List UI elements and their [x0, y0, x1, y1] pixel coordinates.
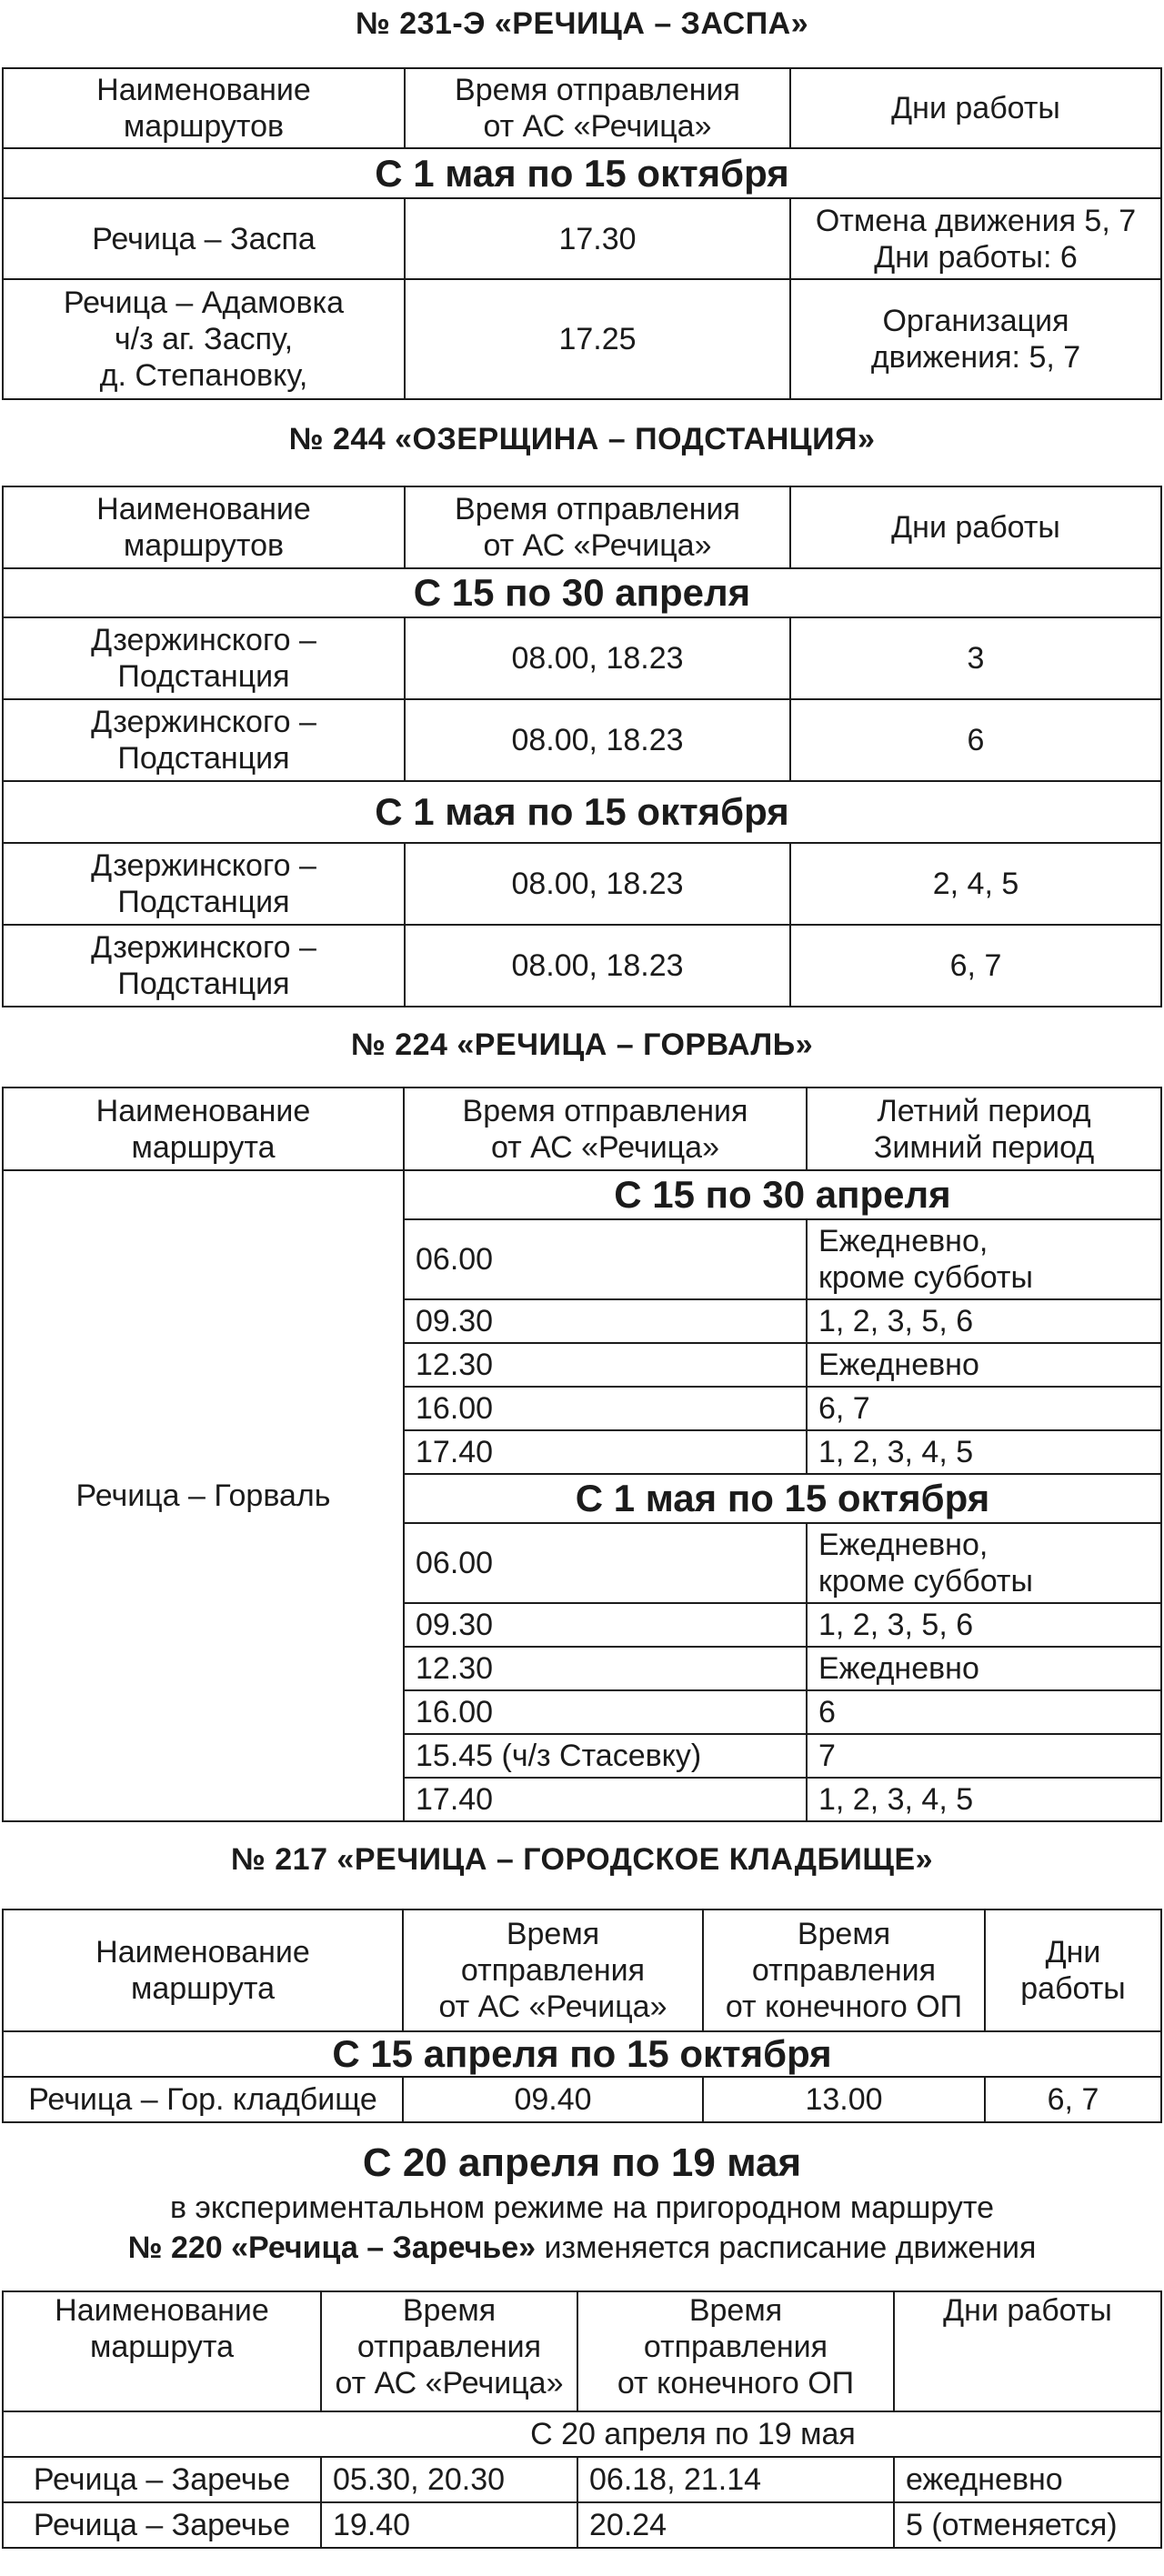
header-days: Дни работы: [790, 68, 1161, 148]
days-of-operation: 6, 7: [807, 1387, 1161, 1430]
departure-time: 08.00, 18.23: [405, 925, 790, 1007]
header-departure-time: Время отправления от АС «Речица»: [405, 68, 790, 148]
table-header-row: [3, 68, 1161, 148]
table-row: [3, 617, 1161, 699]
route-244-table: [2, 486, 1162, 1007]
header-departure-time: Время отправления от АС «Речица»: [404, 1088, 807, 1170]
table-row: [3, 198, 1161, 279]
table-header-row: [3, 486, 1161, 568]
days-of-operation: 1, 2, 3, 5, 6: [807, 1299, 1161, 1343]
route-217-title: № 217 «РЕЧИЦА – ГОРОДСКОЕ КЛАДБИЩЕ»: [230, 1842, 934, 1877]
route-name: Дзержинского – Подстанция: [3, 925, 405, 1007]
days-of-operation: 1, 2, 3, 4, 5: [807, 1778, 1161, 1821]
route-224-title: № 224 «РЕЧИЦА – ГОРВАЛЬ»: [350, 1027, 814, 1062]
days-of-operation: 2, 4, 5: [790, 843, 1161, 925]
header-route-name: Наименование маршрута: [3, 1088, 404, 1170]
table-row: [3, 279, 1161, 399]
period-band: С 1 мая по 15 октября: [3, 781, 1161, 843]
table-header-row: [3, 1909, 1161, 2031]
days-of-operation: 6, 7: [985, 2077, 1161, 2122]
header-season: Летний период Зимний период: [807, 1088, 1161, 1170]
departure-time: 17.40: [404, 1430, 807, 1474]
notice-period: С 20 апреля по 19 мая: [362, 2140, 802, 2185]
notice-tail: изменяется расписание движения: [536, 2230, 1037, 2265]
days-of-operation: Ежедневно, кроме субботы: [807, 1523, 1161, 1603]
table-header-row: [3, 2291, 1161, 2411]
period-band: С 15 по 30 апреля: [3, 568, 1161, 617]
route-name: Речица – Заречье: [3, 2457, 321, 2502]
days-of-operation: Отмена движения 5, 7 Дни работы: 6: [790, 198, 1161, 279]
header-departure-station: Время отправления от АС «Речица»: [321, 2291, 577, 2411]
header-days: Дни работы: [790, 486, 1161, 568]
departure-time: 17.40: [404, 1778, 807, 1821]
table-row: [3, 2457, 1161, 2502]
notice-route: № 220 «Речица – Заречье»: [127, 2230, 537, 2265]
route-name: Речица – Заречье: [3, 2502, 321, 2548]
header-departure-terminal: Время отправления от конечного ОП: [703, 1909, 985, 2031]
departure-time: 16.00: [404, 1690, 807, 1734]
route-name: Дзержинского – Подстанция: [3, 617, 405, 699]
table-row: [3, 2077, 1161, 2122]
days-of-operation: Организация движения: 5, 7: [790, 279, 1161, 399]
departure-time: 08.00, 18.23: [405, 699, 790, 781]
route-224-table: [2, 1087, 1162, 1822]
table-header-row: [3, 1088, 1161, 1170]
table-row: [3, 2502, 1161, 2548]
route-name: Речица – Адамовка ч/з аг. Заспу, д. Степановку,: [3, 279, 405, 399]
route-name: Речица – Горваль: [3, 1170, 404, 1821]
table-row: [3, 843, 1161, 925]
departure-time: 08.00, 18.23: [405, 617, 790, 699]
departure-time: 16.00: [404, 1387, 807, 1430]
period-band: С 20 апреля по 19 мая: [3, 2411, 1161, 2457]
departure-time: 15.45 (ч/з Стасевку): [404, 1734, 807, 1778]
period-band: С 1 мая по 15 октября: [3, 148, 1161, 198]
period-band: С 1 мая по 15 октября: [404, 1474, 1161, 1523]
notice-line: [0, 2228, 1164, 2268]
route-231-table: [2, 67, 1162, 400]
days-of-operation: Ежедневно, кроме субботы: [807, 1219, 1161, 1299]
departure-time: 09.30: [404, 1299, 807, 1343]
days-of-operation: Ежедневно: [807, 1647, 1161, 1690]
days-of-operation: 1, 2, 3, 5, 6: [807, 1603, 1161, 1647]
route-name: Дзержинского – Подстанция: [3, 843, 405, 925]
days-of-operation: Ежедневно: [807, 1343, 1161, 1387]
departure-station: 09.40: [403, 2077, 703, 2122]
table-row: [3, 925, 1161, 1007]
period-band: С 15 по 30 апреля: [404, 1170, 1161, 1219]
days-of-operation: ежедневно: [894, 2457, 1161, 2502]
days-of-operation: 6: [807, 1690, 1161, 1734]
period-band: С 15 апреля по 15 октября: [3, 2031, 1161, 2077]
header-route-name: Наименование маршрутов: [3, 486, 405, 568]
route-name: Речица – Гор. кладбище: [3, 2077, 403, 2122]
route-220-notice: [0, 2139, 1164, 2268]
days-of-operation: 5 (отменяется): [894, 2502, 1161, 2548]
header-route-name: Наименование маршрутов: [3, 68, 405, 148]
header-route-name: Наименование маршрута: [3, 1909, 403, 2031]
header-days: Дни работы: [985, 1909, 1161, 2031]
table-row: [3, 699, 1161, 781]
departure-terminal: 13.00: [703, 2077, 985, 2122]
departure-time: 12.30: [404, 1343, 807, 1387]
departure-station: 05.30, 20.30: [321, 2457, 577, 2502]
days-of-operation: 6, 7: [790, 925, 1161, 1007]
departure-terminal: 20.24: [577, 2502, 894, 2548]
departure-station: 19.40: [321, 2502, 577, 2548]
days-of-operation: 7: [807, 1734, 1161, 1778]
departure-time: 08.00, 18.23: [405, 843, 790, 925]
header-departure-station: Время отправления от АС «Речица»: [403, 1909, 703, 2031]
notice-line: в экспериментальном режиме на пригородном маршруте: [170, 2190, 994, 2225]
days-of-operation: 6: [790, 699, 1161, 781]
route-231-title: № 231-Э «РЕЧИЦА – ЗАСПА»: [355, 6, 809, 41]
departure-terminal: 06.18, 21.14: [577, 2457, 894, 2502]
departure-time: 09.30: [404, 1603, 807, 1647]
header-departure-time: Время отправления от АС «Речица»: [405, 486, 790, 568]
days-of-operation: 3: [790, 617, 1161, 699]
route-217-table: [2, 1909, 1162, 2123]
header-route-name: Наименование маршрута: [3, 2291, 321, 2411]
header-departure-terminal: Время отправления от конечного ОП: [577, 2291, 894, 2411]
route-220-table: [2, 2290, 1162, 2549]
header-days: Дни работы: [894, 2291, 1161, 2411]
days-of-operation: 1, 2, 3, 4, 5: [807, 1430, 1161, 1474]
departure-time: 17.25: [405, 279, 790, 399]
departure-time: 17.30: [405, 198, 790, 279]
departure-time: 12.30: [404, 1647, 807, 1690]
route-244-title: № 244 «ОЗЕРЩИНА – ПОДСТАНЦИЯ»: [288, 422, 876, 456]
departure-time: 06.00: [404, 1219, 807, 1299]
route-name: Речица – Заспа: [3, 198, 405, 279]
route-name: Дзержинского – Подстанция: [3, 699, 405, 781]
departure-time: 06.00: [404, 1523, 807, 1603]
